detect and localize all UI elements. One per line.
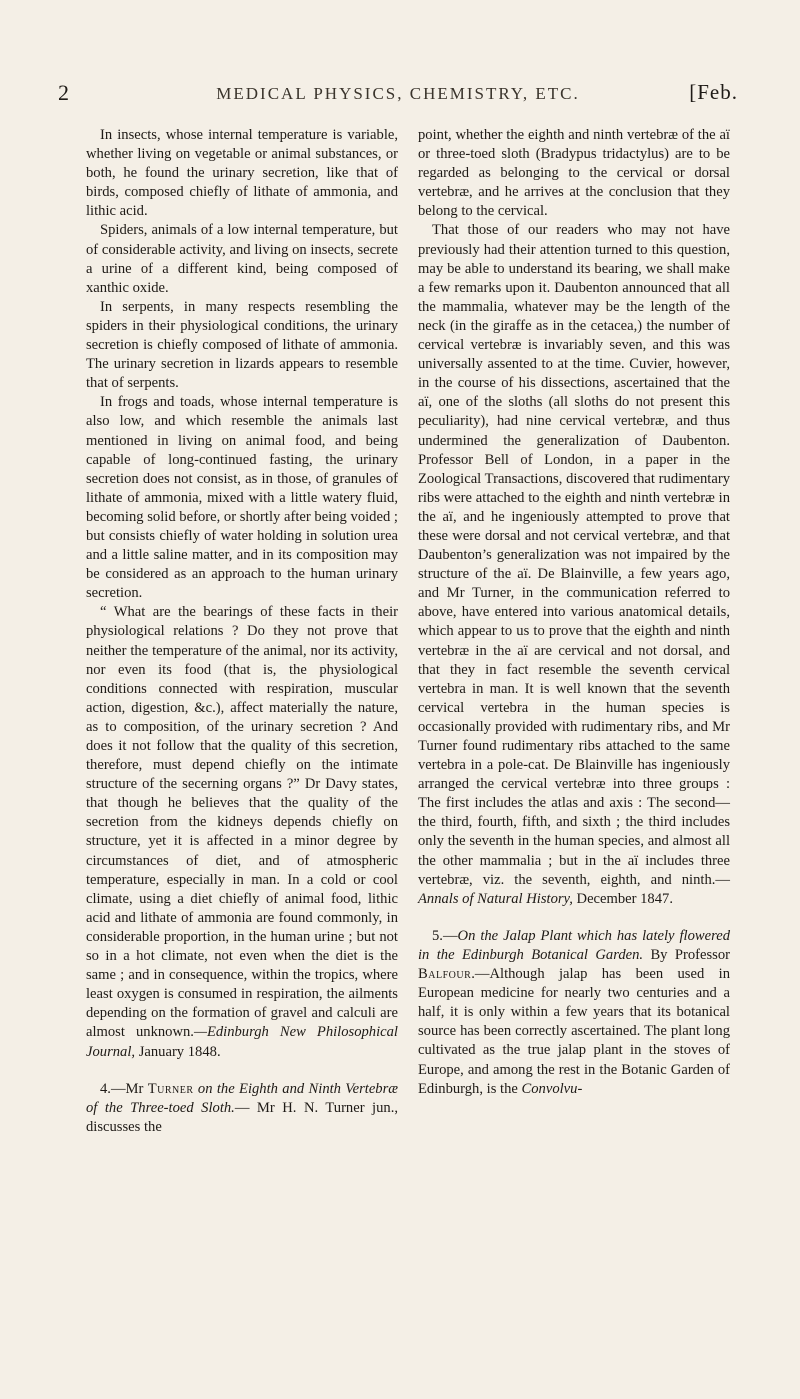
article-5-author: Balfour	[418, 966, 472, 983]
sloth-citation: Annals of Natural History,	[418, 890, 573, 907]
article-5-body: .—Although jalap has been used in European medicine for nearly two centuries and a half, it is only within a few years that its botanical source has been correctly ascertained. The plant long cultivated as the true jalap plant in the stoves of Europe, and among the rest in the Botanic Garden of Edinburgh, is the	[418, 966, 730, 1097]
paragraph-serpents: In serpents, in many respects resembling the spiders in their physiological conditions, the urinary secretion is chiefly composed of lithate of ammonia. The urinary secretion in lizards appears to resemble that of serpents.	[86, 298, 398, 392]
sloth-date: December 1847.	[576, 890, 673, 907]
article-5-number: 5.—	[432, 927, 458, 944]
article-5-heading	[418, 927, 730, 1099]
article-4-body: — Mr H. N. Turner jun., discusses the	[86, 1099, 399, 1135]
right-column	[418, 126, 730, 1099]
paragraph-sloth-point: point, whether the eighth and ninth vertebræ of the aï or three-toed sloth (Bradypus tridactylus) are to be regarded as belonging to the cervical or dorsal vertebræ, and he arrives at the conclusion that they belong to the cervical.	[418, 127, 730, 220]
sloth-text: That those of our readers who may not have previously had their attention turned to this question, may be able to understand its bearing, we shall make a few remarks upon it. Daubenton announced that all the mammalia, whatever may be the length of the neck (in the giraffe as in the cetacea,) the number of cervical vertebræ is invariably seven, and this was universally assented to at the time. Cuvier, however, in the course of his dissections, ascertained that the aï, one of the sloths (all sloths do not present this peculiarity), had nine cervical vertebræ, and thus undermined the generalization of Daubenton. Professor Bell of London, in a paper in the Zoological Transactions, discovered that rudimentary ribs were attached to the eighth and ninth vertebræ in the aï, and he ingeniously attempted to prove that these were dorsal and not cervical vertebræ, and that Daubenton’s generalization was not impaired by the structure of the aï. De Blainville, a few years ago, and Mr Turner, in the communication referred to above, have entered into various anatomical details, which appear to us to prove that the eighth and ninth vertebræ in the aï are cervical and not dorsal, and that they in fact resemble the seventh cervical vertebra in man. It is well known that the seventh cervical vertebra in the human species is occasionally provided with rudimentary ribs, and Mr Turner found rudimentary ribs attached to the same vertebra in a pole-cat. De Blainville has ingeniously arranged the cervical vertebræ into three groups : The first includes the atlas and axis : The second—the third, fourth, fifth, and sixth ; the third includes only the seventh in the human species, and almost all the other mammalia ; but in the aï includes three vertebræ, viz. the seventh, eighth, and ninth.—	[418, 222, 730, 888]
article-5-title: On the Jalap Plant which has lately flowered in the Edinburgh Botanical Garden.	[418, 927, 730, 963]
left-column	[86, 126, 398, 1137]
article-5-by: By Professor	[650, 946, 730, 963]
bearings-date: January 1848.	[138, 1043, 221, 1060]
article-4-author: Turner	[147, 1080, 194, 1097]
page-number: 2	[58, 80, 69, 105]
bearings-citation: —Edinburgh New Philosophical Journal,	[86, 1024, 398, 1060]
article-4-number: 4.—Mr	[100, 1080, 144, 1097]
paragraph-bearings	[86, 603, 398, 1061]
bearings-text: “ What are the bearings of these facts in their physiological relations ? Do they not prove that neither the temperature of the animal, nor its activity, nor even its food (that is, the physiological conditions connected with respiration, muscular action, digestion, &c.), affect materially the nature, as to composition, of the urinary secretion ? And does it not follow that the quality of this secretion, therefore, must depend chiefly on the intimate structure of the secerning organs ?” Dr Davy states, that though he believes that the quality of the secretion from the kidneys depends chiefly on structure, yet it is affected in a minor degree by circumstances of diet, and of atmospheric temperature, especially in man. In a cold or cool climate, using a diet chiefly of animal food, lithic acid and lithate of ammonia are found commonly, in considerable proportion, in the human urine ; but not so in a hot climate, not even when the diet is the same ; and in consequence, within the tropics, where least oxygen is consumed in respiration, the ailments depending on the formation of gravel and calculi are almost unknown.	[86, 604, 398, 1041]
article-4-title: on the Eighth and Ninth Vertebræ of the Three-toed Sloth.	[86, 1080, 399, 1116]
page-header	[58, 80, 738, 106]
paragraph-spiders: Spiders, animals of a low internal temperature, but of considerable activity, and living on insects, secrete a urine of a different kind, being composed of xanthic oxide.	[86, 222, 398, 296]
paragraph-frogs: In frogs and toads, whose internal temperature is also low, and which resemble the animals last mentioned in living on animal food, and being capable of long-continued fasting, the urinary secretion does not consist, as in those, of granules of lithate of ammonia, mixed with a little watery fluid, becoming solid before, or shortly after being voided ; but consists chiefly of water holding in solution urea and a little saline matter, and in its composition may be considered as an approach to the human urinary secretion.	[86, 394, 398, 602]
paragraph-insects: In insects, whose internal temperature is variable, whether living on vegetable or animal substances, or both, he found the urinary secretion, like that of birds, composed chiefly of lithate of ammonia, and lithic acid.	[86, 127, 398, 220]
running-month: [Feb.	[689, 80, 738, 104]
paragraph-sloth-vertebrae	[418, 221, 730, 908]
article-5-tail: Convolvu-	[521, 1080, 583, 1097]
article-4-heading	[86, 1080, 398, 1137]
running-title: MEDICAL PHYSICS, CHEMISTRY, ETC.	[216, 84, 580, 103]
